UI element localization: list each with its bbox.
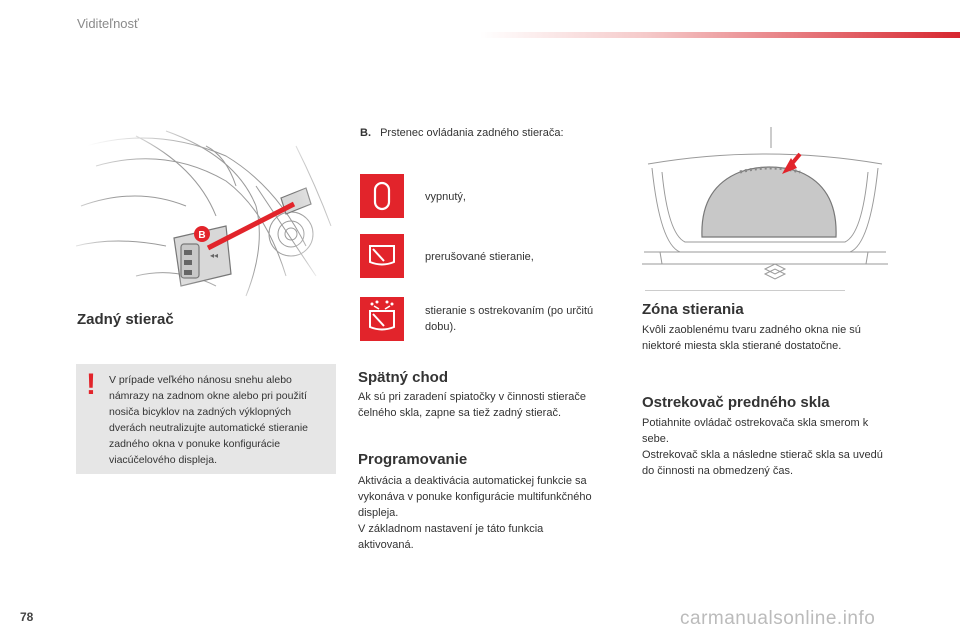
front-washer-text-2: Ostrekovač skla a následne stierač skla sa uvedú do činnosti na obmedzený čas. <box>642 449 883 477</box>
wash-wipe-icon <box>360 297 404 341</box>
stalk-illustration <box>76 126 336 302</box>
front-washer-title: Ostrekovač predného skla <box>642 394 830 411</box>
wipe-zone-title: Zóna stierania <box>642 301 744 318</box>
header-accent-bar <box>480 32 960 38</box>
watermark: carmanualsonline.info <box>680 608 876 629</box>
reverse-text: Ak sú pri zaradení spiatočky v činnosti stierače čelného skla, zapne sa tiež zadný stierač. <box>358 391 587 419</box>
intro-text: Prstenec ovládania zadného stierača: <box>380 127 564 139</box>
programming-title: Programovanie <box>358 451 468 468</box>
item-label-intermittent: prerušované stieranie, <box>425 251 534 263</box>
warning-text: V prípade veľkého nánosu snehu alebo námrazy na zadnom okne alebo pri použití nosiča bicyklov na zadných výklopných dverách neutralizujte automatické stieranie zadného okna v ponuke konfigurácie viacúčelového displeja. <box>109 374 309 466</box>
intermittent-wiper-icon <box>360 234 404 278</box>
wipe-zone-text: Kvôli zaoblenému tvaru zadného okna nie sú niektoré miesta skla stierané dostatočne. <box>642 324 861 352</box>
rear-wiper-title: Zadný stierač <box>77 311 174 328</box>
intro-label: B. <box>360 127 371 139</box>
off-ring-icon <box>360 174 404 218</box>
programming-text-1: Aktivácia a deaktivácia automatickej funkcie sa vykonáva v ponuke konfigurácie multifunkčného displeja. <box>358 475 592 519</box>
warning-exclamation-icon: ! <box>86 368 96 401</box>
item-label-off: vypnutý, <box>425 191 466 203</box>
intro-line <box>360 125 564 141</box>
front-washer-text-1: Potiahnite ovládač ostrekovača skla smerom k sebe. <box>642 417 869 445</box>
item-label-wash-wipe: stieranie s ostrekovaním (po určitú dobu). <box>425 305 594 333</box>
page-number: 78 <box>20 610 34 624</box>
reverse-title: Spätný chod <box>358 369 449 386</box>
warning-box <box>76 364 336 474</box>
section-title: Viditeľnosť <box>77 16 139 31</box>
rear-window-illustration <box>640 124 890 290</box>
divider-line <box>645 290 845 291</box>
programming-text-2: V základnom nastavení je táto funkcia aktivovaná. <box>358 523 544 551</box>
